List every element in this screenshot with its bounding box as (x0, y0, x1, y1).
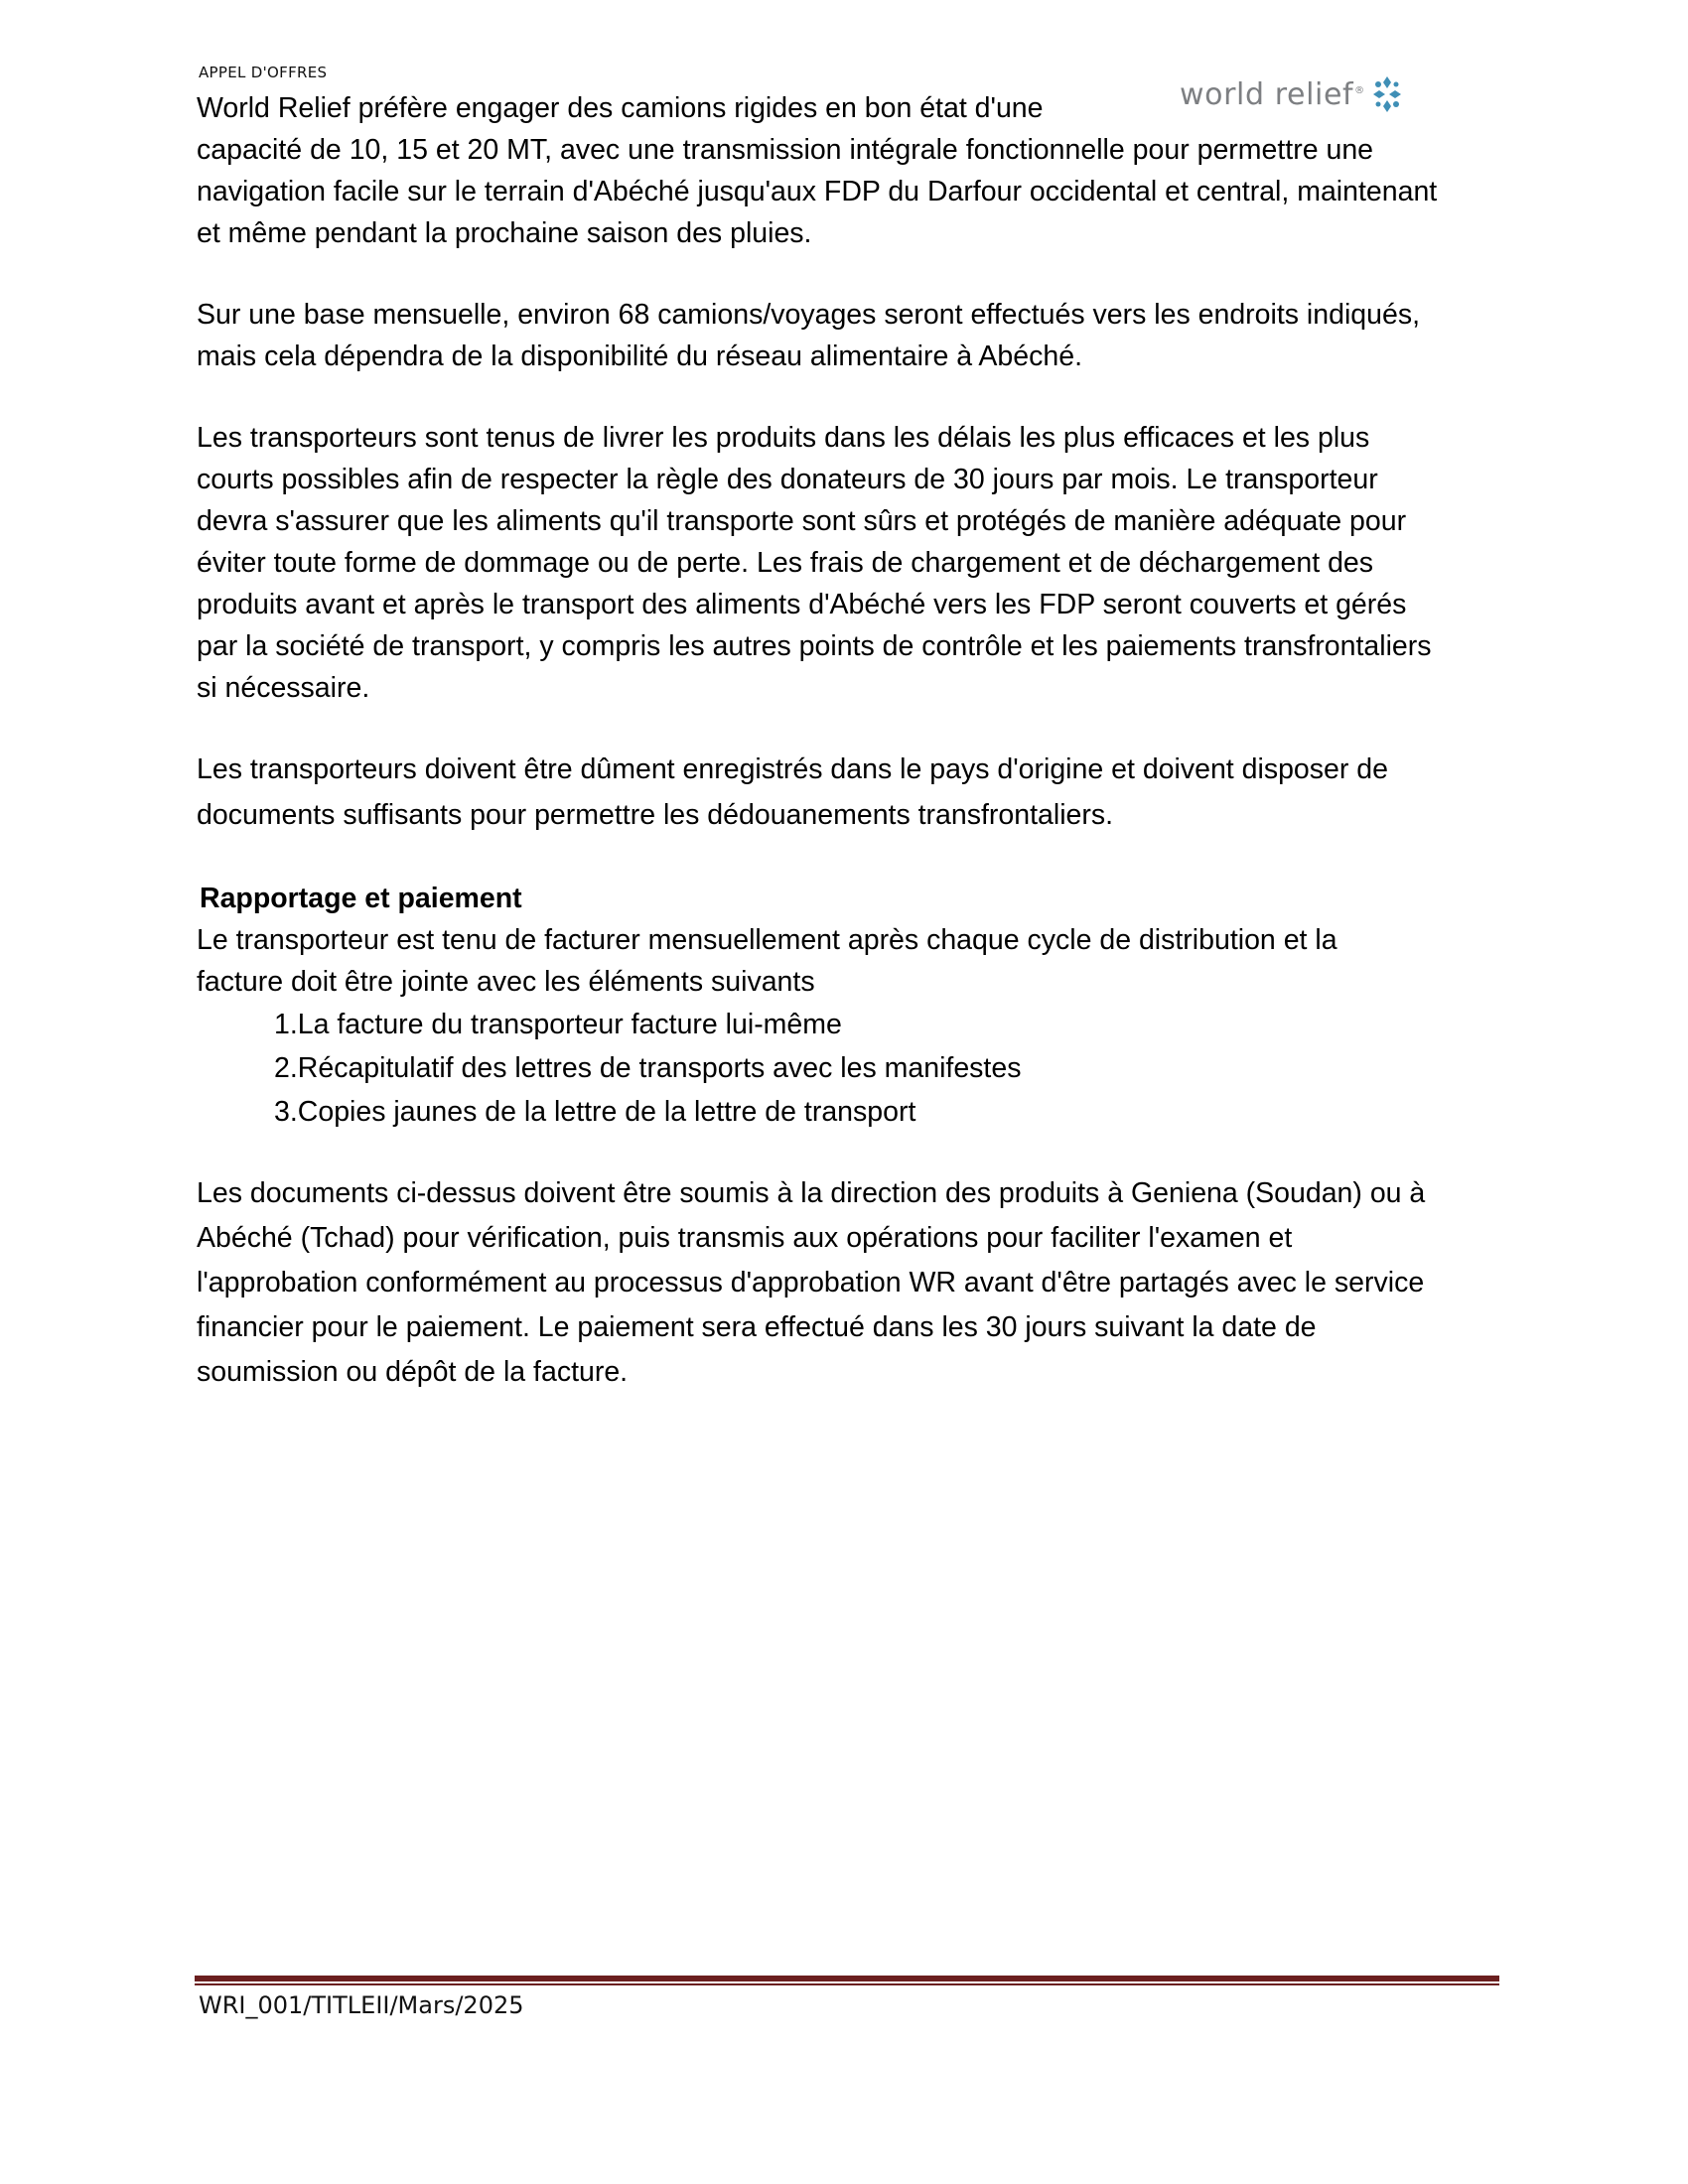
paragraph-line: capacité de 10, 15 et 20 MT, avec une transmission intégrale fonctionnelle pour permettre une (197, 134, 1374, 166)
paragraph-monthly-trips (197, 294, 1487, 377)
paragraph-trucks (197, 87, 1487, 254)
paragraph-line: devra s'assurer que les aliments qu'il transporte sont sûrs et protégés de manière adéquate pour (197, 505, 1407, 537)
paragraph-line: Le transporteur est tenu de facturer mensuellement après chaque cycle de distribution et la (197, 924, 1337, 956)
header-label: APPEL D'OFFRES (199, 64, 328, 81)
paragraph-line: Les transporteurs doivent être dûment enregistrés dans le pays d'origine et doivent disposer de (197, 753, 1388, 785)
paragraph-line: Abéché (Tchad) pour vérification, puis transmis aux opérations pour faciliter l'examen et (197, 1222, 1293, 1254)
paragraph-line: produits avant et après le transport des aliments d'Abéché vers les FDP seront couverts et gérés (197, 589, 1407, 620)
logo-text: world relief® (1180, 76, 1365, 112)
paragraph-registration (197, 749, 1487, 840)
paragraph-line: par la société de transport, y compris les autres points de contrôle et les paiements transfrontaliers (197, 630, 1432, 662)
paragraph-line: facture doit être jointe avec les éléments suivants (197, 966, 815, 998)
paragraph-delivery (197, 417, 1487, 709)
document-body (197, 87, 1487, 1395)
paragraph-line: Sur une base mensuelle, environ 68 camions/voyages seront effectués vers les endroits indiqués, (197, 299, 1421, 331)
footer-reference: WRI_001/TITLEII/Mars/2025 (199, 1991, 524, 2019)
paragraph-line: soumission ou dépôt de la facture. (197, 1356, 629, 1388)
paragraph-line: documents suffisants pour permettre les dédouanements transfrontaliers. (197, 799, 1114, 831)
paragraph-submission (197, 1171, 1487, 1395)
section-heading: Rapportage et paiement (200, 883, 522, 914)
paragraph-line: Les transporteurs sont tenus de livrer les produits dans les délais les plus efficaces et les plus (197, 422, 1370, 454)
list-item: 2.Récapitulatif des lettres de transports avec les manifestes (274, 1052, 1022, 1084)
paragraph-line: Les documents ci-dessus doivent être soumis à la direction des produits à Geniena (Soudan) ou à (197, 1177, 1426, 1209)
footer-divider (195, 1976, 1499, 1981)
requirements-list (197, 1003, 1487, 1134)
paragraph-line: l'approbation conformément au processus d'approbation WR avant d'être partagés avec le service (197, 1267, 1425, 1298)
list-item: 3.Copies jaunes de la lettre de la lettre de transport (274, 1096, 916, 1128)
section-intro (197, 919, 1487, 1003)
list-item: 1.La facture du transporteur facture lui-même (274, 1009, 842, 1040)
paragraph-line: et même pendant la prochaine saison des pluies. (197, 217, 812, 249)
paragraph-line: World Relief préfère engager des camions rigides en bon état d'une (197, 92, 1044, 124)
paragraph-line: mais cela dépendra de la disponibilité du réseau alimentaire à Abéché. (197, 341, 1082, 372)
paragraph-line: financier pour le paiement. Le paiement sera effectué dans les 30 jours suivant la date de (197, 1311, 1317, 1343)
paragraph-line: navigation facile sur le terrain d'Abéché jusqu'aux FDP du Darfour occidental et central, maintenant (197, 176, 1438, 207)
footer-divider-thin (195, 1983, 1499, 1985)
paragraph-line: éviter toute forme de dommage ou de perte. Les frais de chargement et de déchargement des (197, 547, 1374, 579)
paragraph-line: courts possibles afin de respecter la règle des donateurs de 30 jours par mois. Le transporteur (197, 464, 1378, 495)
paragraph-line: si nécessaire. (197, 672, 370, 704)
